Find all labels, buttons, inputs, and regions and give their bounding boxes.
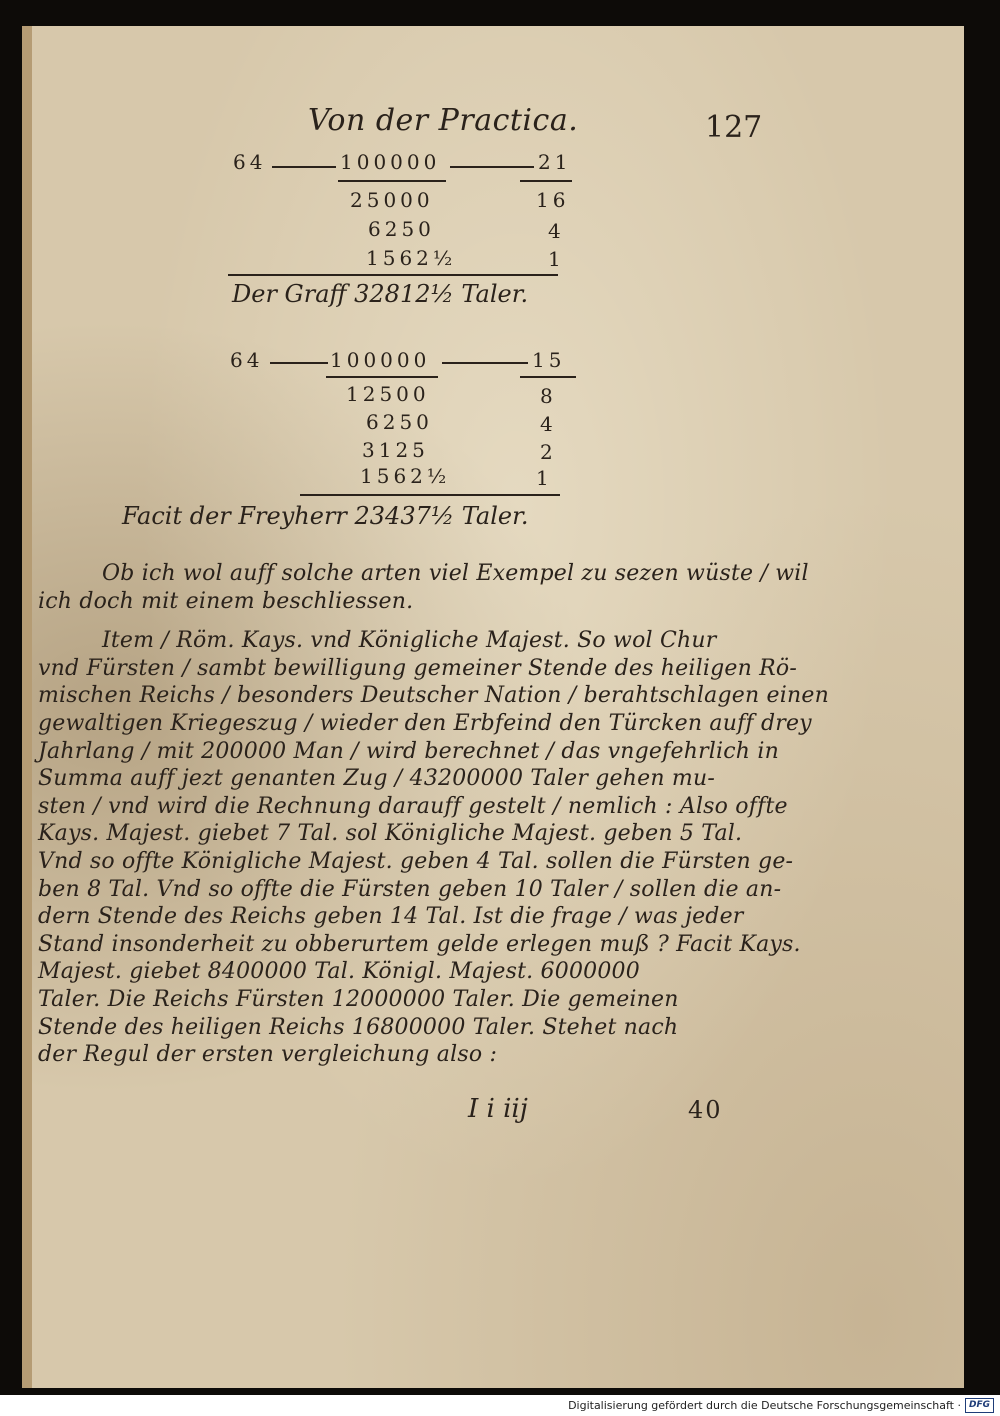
text-line: Ob ich wol auff solche arten viel Exempel zu sezen wüste / wil [102,561,809,586]
calc-sum-line [300,494,560,496]
calc-row-right: 4 [548,219,565,243]
dfg-logo: DFG [965,1398,994,1413]
calc-underline [520,376,576,378]
footer-credit: Digitalisierung gefördert durch die Deutsche Forschungsgemeinschaft · [568,1399,961,1412]
calc-row-right: 16 [536,188,570,212]
text-line: gewaltigen Kriegeszug / wieder den Erbfeind den Türcken auff drey [38,710,812,736]
calc-right-value: 15 [532,348,566,372]
calc-dash [270,362,328,364]
calc-left-value: 64 [233,150,267,174]
calc-dash [450,166,534,168]
text-line: Summa auff jezt genanten Zug / 43200000 Taler gehen mu- [38,766,715,792]
calc-row-right: 8 [540,384,557,408]
running-head: Von der Practica. [308,103,579,138]
calc-row-value: 3125 [362,438,429,462]
text-line: Vnd so offte Königliche Majest. geben 4 Tal. sollen die Fürsten ge- [38,848,794,874]
calc-row-value: 6250 [368,217,435,241]
text-line: der Regul der ersten vergleichung also : [38,1042,498,1068]
calc-row-right: 4 [540,412,557,436]
calc-row-value: 6250 [366,410,433,434]
text-line: Stand insonderheit zu obberurtem gelde erlegen muß ? Facit Kays. [38,931,801,957]
calc-dash [442,362,528,364]
calc-left-value: 64 [230,348,264,372]
footer-bar [0,1395,1000,1416]
calc-row-right: 1 [548,247,565,271]
text-line: mischen Reichs / besonders Deutscher Nation / berahtschlagen einen [38,683,829,709]
calc-row-value: 1562½ [360,464,451,488]
signature-mark: I i iij [468,1094,528,1124]
text-line: Stende des heiligen Reichs 16800000 Taler. Stehet nach [38,1014,679,1040]
calc-result: Der Graff 32812½ Taler. [232,280,529,308]
text-line: ben 8 Tal. Vnd so offte die Fürsten geben 10 Taler / sollen die an- [38,876,782,902]
calc-row-value: 1562½ [366,246,457,270]
calc-underline [326,376,438,378]
catchword: 40 [688,1096,723,1124]
calc-row-value: 12500 [346,382,430,406]
page-number: 127 [705,110,763,145]
text-line: vnd Fürsten / sambt bewilligung gemeiner Stende des heiligen Rö- [38,655,798,681]
text-line: ich doch mit einem beschliessen. [38,588,414,614]
calc-sum-line [228,274,558,276]
calc-row-right: 2 [540,440,557,464]
calc-row-right: 1 [536,466,553,490]
calc-underline [520,180,572,182]
calc-row-value: 25000 [350,188,434,212]
text-line: Majest. giebet 8400000 Tal. Königl. Majest. 6000000 [38,959,640,985]
calc-result: Facit der Freyherr 23437½ Taler. [122,502,529,530]
calc-right-value: 21 [538,150,572,174]
text-line: Item / Röm. Kays. vnd Königliche Majest. So wol Chur [102,628,717,654]
calc-underline [338,180,446,182]
text-line: Jahrlang / mit 200000 Man / wird berechnet / das vngefehrlich in [38,738,779,764]
text-line: Kays. Majest. giebet 7 Tal. sol Königliche Majest. geben 5 Tal. [38,821,743,847]
calc-middle-value: 100000 [330,348,431,372]
calc-dash [272,166,336,168]
body-text [38,560,829,1069]
text-line: sten / vnd wird die Rechnung darauff gestelt / nemlich : Also offte [38,793,788,819]
text-line: dern Stende des Reichs geben 14 Tal. Ist die frage / was jeder [38,904,744,930]
calc-middle-value: 100000 [340,150,441,174]
text-line: Taler. Die Reichs Fürsten 12000000 Taler. Die gemeinen [38,986,679,1012]
